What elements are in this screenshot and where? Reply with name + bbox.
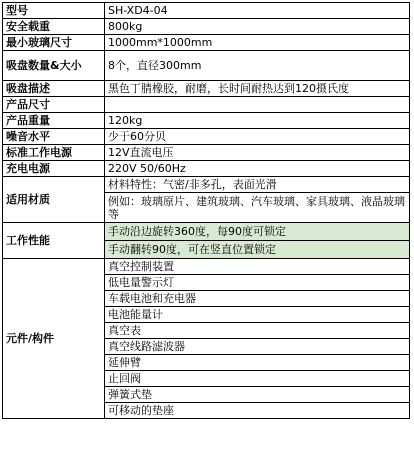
component-item: 真空控制装置 <box>105 259 410 275</box>
row-value: 1000mm*1000mm <box>105 35 410 51</box>
table-row <box>3 97 410 113</box>
row-label: 安全载重 <box>3 19 105 35</box>
component-item: 可移动的垫座 <box>105 403 410 419</box>
spec-table <box>2 2 410 419</box>
component-item: 弹簧式垫 <box>105 387 410 403</box>
table-row <box>3 161 410 177</box>
materials-line1: 材料特性：气密/非多孔，表面光滑 <box>105 177 410 193</box>
row-value: 12V直流电压 <box>105 145 410 161</box>
table-row <box>3 51 410 81</box>
component-item: 车载电池和充电器 <box>105 291 410 307</box>
materials-line2: 例如：玻璃原片、建筑玻璃、汽车玻璃、家具玻璃、液晶玻璃等 <box>105 193 410 223</box>
row-value: 120kg <box>105 113 410 129</box>
row-value: 8个，直径300mm <box>105 51 410 81</box>
row-value: 少于60分贝 <box>105 129 410 145</box>
component-item: 真空线路滤波器 <box>105 339 410 355</box>
table-row <box>3 129 410 145</box>
performance-row <box>3 223 410 241</box>
row-label: 充电电源 <box>3 161 105 177</box>
performance-line1: 手动沿边旋转360度，每90度可锁定 <box>105 223 410 241</box>
table-row <box>3 3 410 19</box>
performance-label: 工作性能 <box>3 223 105 259</box>
components-row <box>3 259 410 275</box>
row-value: 220V 50/60Hz <box>105 161 410 177</box>
component-item: 延伸臂 <box>105 355 410 371</box>
table-row <box>3 19 410 35</box>
component-item: 低电量警示灯 <box>105 275 410 291</box>
row-label: 标准工作电源 <box>3 145 105 161</box>
component-item: 真空表 <box>105 323 410 339</box>
table-row <box>3 145 410 161</box>
row-value: SH-XD4-04 <box>105 3 410 19</box>
table-row <box>3 81 410 97</box>
materials-row <box>3 177 410 193</box>
row-label: 产品重量 <box>3 113 105 129</box>
materials-label: 适用材质 <box>3 177 105 223</box>
components-label: 元件/构件 <box>3 259 105 419</box>
row-label: 型号 <box>3 3 105 19</box>
row-label: 噪音水平 <box>3 129 105 145</box>
row-value <box>105 97 410 113</box>
performance-line2: 手动翻转90度，可在竖直位置锁定 <box>105 241 410 259</box>
table-row <box>3 113 410 129</box>
row-value: 800kg <box>105 19 410 35</box>
component-item: 电池能量计 <box>105 307 410 323</box>
component-item: 止回阀 <box>105 371 410 387</box>
row-label: 吸盘数量&大小 <box>3 51 105 81</box>
row-label: 最小玻璃尺寸 <box>3 35 105 51</box>
row-label: 产品尺寸 <box>3 97 105 113</box>
row-label: 吸盘描述 <box>3 81 105 97</box>
table-row <box>3 35 410 51</box>
row-value: 黑色丁腈橡胶，耐磨，长时间耐热达到120摄氏度 <box>105 81 410 97</box>
